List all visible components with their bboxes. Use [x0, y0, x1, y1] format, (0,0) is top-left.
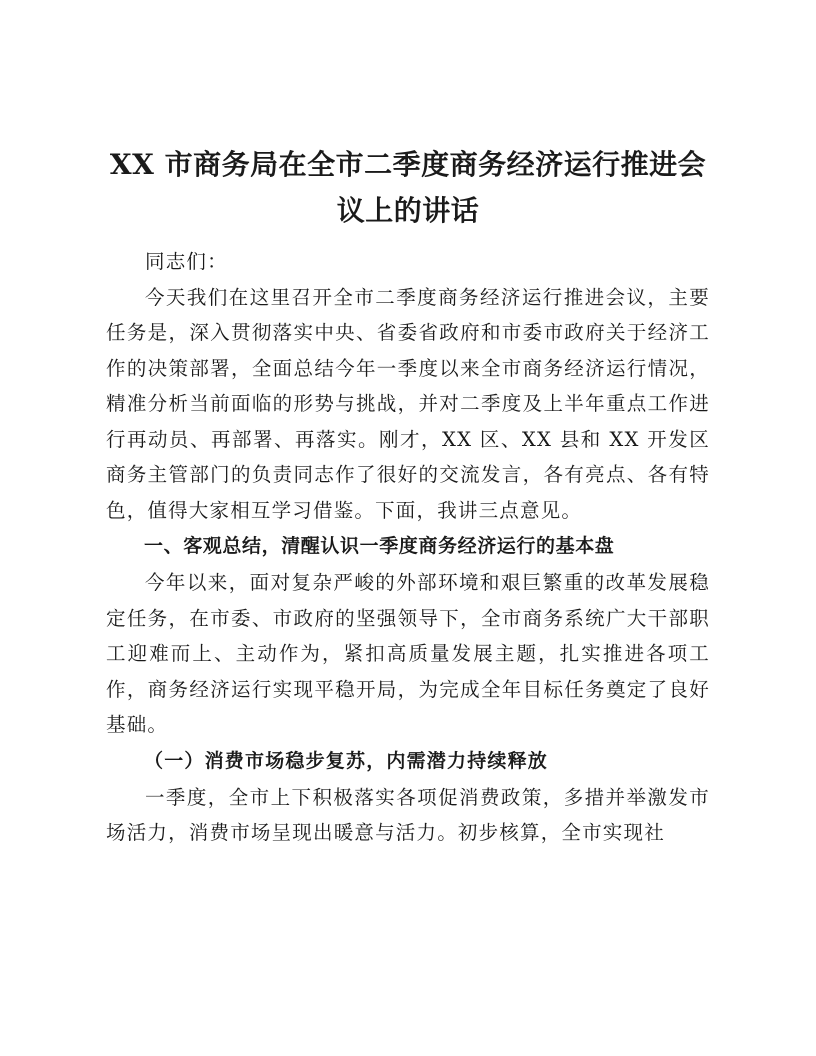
salutation: 同志们： [145, 250, 228, 273]
section-1-heading: 一、客观总结，清醒认识一季度商务经济运行的基本盘 [144, 535, 615, 557]
document-title: XX 市商务局在全市二季度商务经济运行推进会议上的讲话 [109, 148, 707, 227]
subsection-1-paragraph: 一季度，全市上下积极落实各项促消费政策，多措并举激发市场活力，消费市场呈现出暖意与活力。初步核算，全市实现社 [106, 785, 710, 844]
intro-paragraph: 今天我们在这里召开全市二季度商务经济运行推进会议，主要任务是，深入贯彻落实中央、省委省政府和市委市政府关于经济工作的决策部署，全面总结今年一季度以来全市商务经济运行情况，精准分析当前面临的形势与挑战，并对二季度及上半年重点工作进行再动员、再部署、再落实。刚才，XX 区、XX 县和 XX 开发区商务主管部门的负责同志作了很好的交流发言，各有亮点、各有特色，值得大家相互学习借鉴。下面，我讲三点意见。 [106, 285, 710, 522]
section-1-paragraph: 今年以来，面对复杂严峻的外部环境和艰巨繁重的改革发展稳定任务，在市委、市政府的坚强领导下，全市商务系统广大干部职工迎难而上、主动作为，紧扣高质量发展主题，扎实推进各项工作，商务经济运行实现平稳开局，为完成全年目标任务奠定了良好基础。 [106, 571, 710, 736]
document-page [106, 142, 710, 851]
subsection-1-heading: （一）消费市场稳步复苏，内需潜力持续释放 [144, 749, 549, 772]
